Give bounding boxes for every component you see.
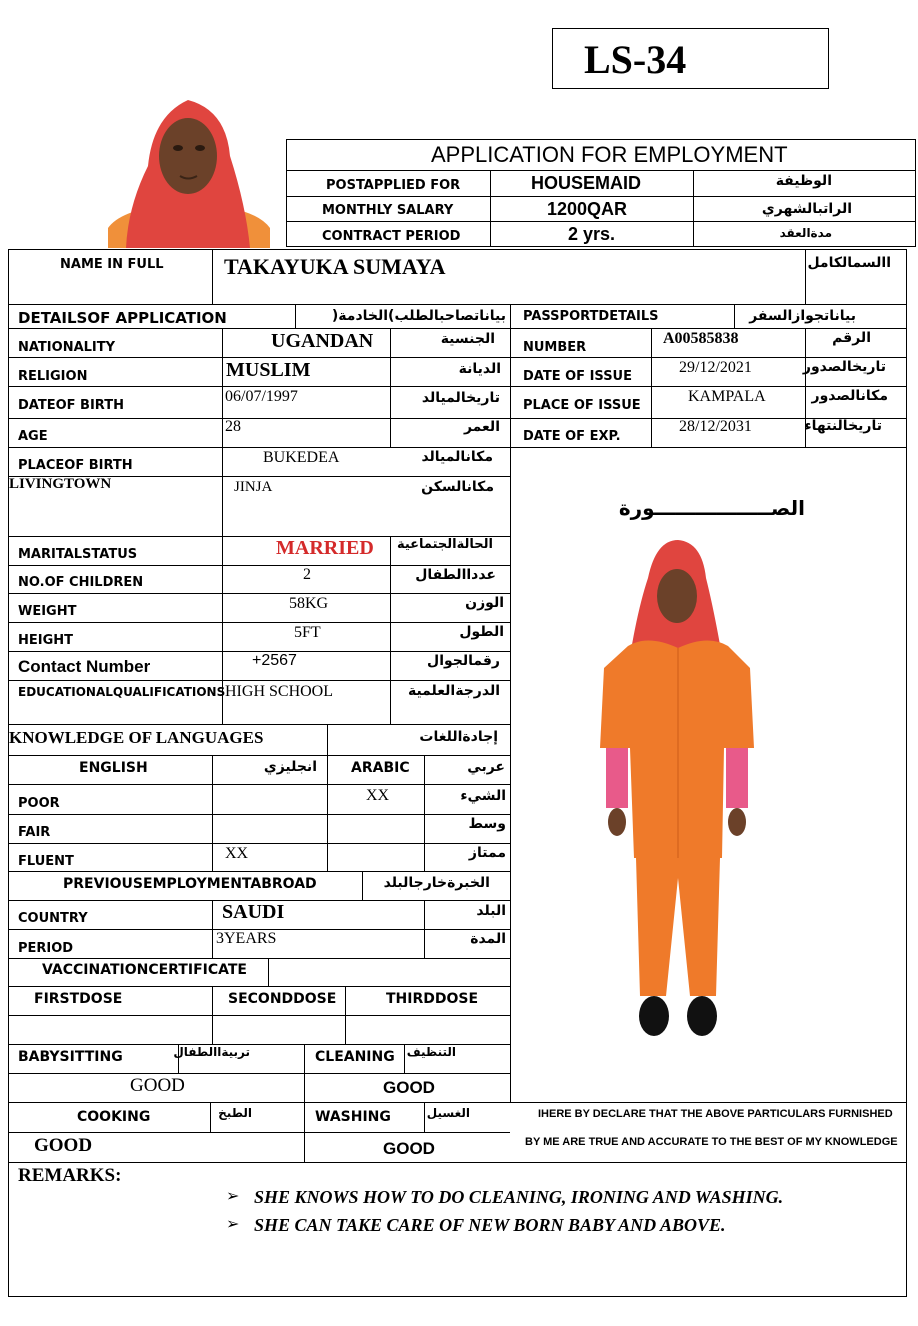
poor-ar: الشيء [460, 788, 506, 804]
children-label: NO.OF CHILDREN [18, 575, 144, 590]
marital-status-ar: الحالةالجتماعية [396, 537, 493, 552]
details-ar: بياناتصاحبالطلب)الخادمة( [331, 308, 506, 324]
first-dose-label: FIRSTDOSE [34, 991, 123, 1007]
education-value: HIGH SCHOOL [225, 683, 333, 700]
weight-ar: الوزن [465, 595, 504, 611]
remark-bullet-2: ➢ [226, 1216, 240, 1233]
post-applied-label: POSTAPPLIED FOR [326, 178, 461, 193]
washing-ar: الغسيل [426, 1106, 470, 1120]
fluent-english-value: XX [225, 845, 249, 862]
english-label: ENGLISH [79, 760, 148, 776]
dob-ar: تاريخالميالد [421, 390, 500, 406]
nationality-value: UGANDAN [271, 330, 374, 352]
declaration-line-1: IHERE BY DECLARE THAT THE ABOVE PARTICULARS FURNISHED [538, 1108, 893, 1120]
cleaning-label: CLEANING [315, 1049, 395, 1065]
details-label: DETAILSOF APPLICATION [18, 309, 227, 327]
remark-item-2: SHE CAN TAKE CARE OF NEW BORN BABY AND ABOVE. [254, 1215, 726, 1235]
vaccination-label: VACCINATIONCERTIFICATE [42, 962, 247, 978]
second-dose-label: SECONDDOSE [228, 991, 337, 1007]
country-value: SAUDI [222, 901, 285, 923]
nationality-label: NATIONALITY [18, 340, 116, 355]
photo-label-ar: الصـــــــــــــــــورة [618, 496, 805, 520]
passport-number-value: A00585838 [663, 330, 739, 347]
marital-status-value: MARRIED [276, 537, 374, 559]
washing-value: GOOD [383, 1139, 435, 1158]
name-ar: االسمالكامل [807, 255, 891, 271]
dob-label: DATEOF BIRTH [18, 398, 124, 413]
weight-label: WEIGHT [18, 604, 77, 619]
expiry-date-value: 28/12/2031 [679, 418, 752, 435]
children-value: 2 [303, 566, 311, 583]
issue-date-value: 29/12/2021 [679, 359, 752, 376]
contact-number-ar: رقمالجوال [427, 653, 500, 669]
remark-bullet-1: ➢ [226, 1188, 240, 1205]
dob-value: 06/07/1997 [225, 388, 298, 405]
contract-period-value: 2 yrs. [568, 224, 616, 244]
cooking-value: GOOD [34, 1135, 93, 1156]
education-ar: الدرجةالعلمية [407, 683, 500, 699]
languages-label: KNOWLEDGE OF LANGUAGES [9, 728, 264, 747]
cooking-ar: الطبخ [218, 1106, 252, 1120]
period-label: PERIOD [18, 941, 74, 956]
place-of-birth-value: BUKEDEA [263, 449, 340, 466]
issue-place-label: PLACE OF ISSUE [523, 398, 641, 413]
applicant-portrait [108, 96, 270, 248]
living-town-value: JINJA [234, 479, 273, 495]
age-ar: العمر [463, 419, 500, 435]
passport-details-label: PASSPORTDETAILS [523, 309, 659, 324]
religion-ar: الديانة [458, 361, 501, 377]
place-of-birth-ar: مكانالميالد [421, 449, 493, 465]
fair-label: FAIR [18, 825, 51, 840]
issue-place-ar: مكانالصدور [811, 388, 888, 404]
period-ar: المدة [470, 931, 506, 947]
fluent-label: FLUENT [18, 854, 74, 869]
abroad-label: PREVIOUSEMPLOYMENTABROAD [63, 876, 317, 892]
monthly-salary-label: MONTHLY SALARY [322, 203, 454, 218]
contract-period-ar: مدةالعقد [779, 226, 832, 240]
expiry-date-label: DATE OF EXP. [523, 429, 621, 444]
monthly-salary-ar: الراتبالشهري [761, 201, 852, 217]
height-value: 5FT [294, 624, 321, 641]
nationality-ar: الجنسية [440, 331, 495, 347]
passport-number-label: NUMBER [523, 340, 587, 355]
age-value: 28 [225, 418, 241, 435]
declaration-line-2: BY ME ARE TRUE AND ACCURATE TO THE BEST OF MY KNOWLEDGE [525, 1136, 898, 1148]
monthly-salary-value: 1200QAR [547, 199, 628, 219]
country-label: COUNTRY [18, 911, 88, 926]
babysitting-label: BABYSITTING [18, 1049, 123, 1065]
washing-label: WASHING [315, 1109, 391, 1125]
remarks-label: REMARKS: [18, 1165, 122, 1186]
cooking-label: COOKING [77, 1109, 151, 1125]
place-of-birth-label: PLACEOF BIRTH [18, 458, 133, 473]
country-ar: البلد [476, 903, 506, 919]
period-value: 3YEARS [216, 930, 277, 947]
fair-ar: وسط [468, 816, 506, 832]
age-label: AGE [18, 429, 48, 444]
post-applied-value: HOUSEMAID [531, 173, 642, 193]
contract-period-label: CONTRACT PERIOD [322, 229, 461, 244]
religion-label: RELIGION [18, 369, 88, 384]
issue-place-value: KAMPALA [688, 388, 766, 405]
passport-details-ar: بياناتجوازالسفر [749, 308, 856, 324]
poor-label: POOR [18, 796, 60, 811]
remark-item-1: SHE KNOWS HOW TO DO CLEANING, IRONING AND WASHING. [254, 1187, 784, 1207]
name-label: NAME IN FULL [60, 257, 164, 272]
cleaning-ar: التنظيف [406, 1045, 456, 1059]
babysitting-ar: تربيةاالطفال [173, 1045, 250, 1059]
contact-number-value: +2567 [252, 652, 297, 669]
cleaning-value: GOOD [383, 1078, 435, 1097]
weight-value: 58KG [289, 595, 329, 612]
height-label: HEIGHT [18, 633, 74, 648]
arabic-label: ARABIC [351, 760, 410, 776]
children-ar: عدداالطفال [415, 567, 496, 583]
living-town-ar: مكانالسكن [421, 479, 494, 495]
education-label: EDUCATIONALQUALIFICATIONS [18, 685, 226, 699]
expiry-date-ar: تاريخالنتهاء [804, 418, 882, 434]
babysitting-value: GOOD [130, 1075, 185, 1096]
contact-number-label: Contact Number [18, 657, 151, 676]
marital-status-label: MARITALSTATUS [18, 547, 138, 562]
issue-date-label: DATE OF ISSUE [523, 369, 632, 384]
issue-date-ar: تاريخالصدور [802, 359, 886, 375]
religion-value: MUSLIM [226, 359, 311, 381]
passport-number-ar: الرقم [832, 330, 871, 346]
poor-arabic-value: XX [366, 787, 390, 804]
height-ar: الطول [459, 624, 504, 640]
post-applied-ar: الوظيفة [775, 173, 832, 189]
languages-ar: إجادةاللغات [419, 729, 498, 745]
english-ar: انجليزي [263, 759, 317, 775]
name-value: TAKAYUKA SUMAYA [224, 254, 446, 279]
arabic-ar: عربي [467, 759, 505, 775]
fluent-ar: ممتاز [468, 845, 506, 861]
application-title: APPLICATION FOR EMPLOYMENT [431, 142, 788, 167]
form-code: LS-34 [584, 37, 687, 82]
third-dose-label: THIRDDOSE [386, 991, 479, 1007]
abroad-ar: الخبرةخارجالبلد [383, 875, 490, 891]
applicant-full-photo [598, 538, 756, 1040]
living-town-label: LIVINGTOWN [9, 476, 112, 492]
